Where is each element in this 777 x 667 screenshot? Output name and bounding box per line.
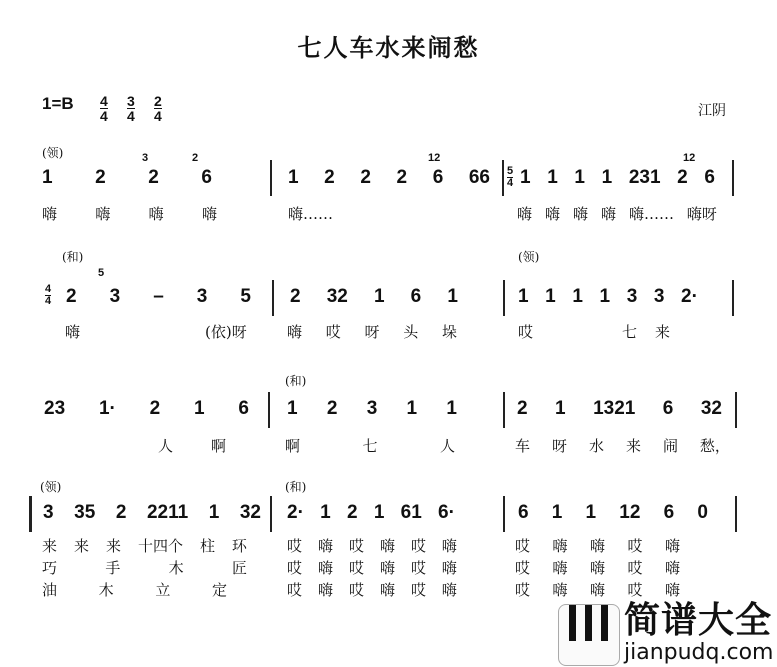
note: 1321 [593, 398, 636, 419]
time-signature [100, 94, 108, 123]
note: 1 [520, 167, 531, 188]
note: 2 [115, 502, 127, 523]
note: 1 [572, 286, 583, 307]
lyric-syllable: 匠 [231, 559, 247, 577]
lyrics: (依)呀 [205, 323, 247, 341]
note: 1 [555, 398, 566, 419]
ts-den: 4 [45, 295, 52, 307]
ts-den: 4 [154, 108, 162, 124]
barline [272, 280, 274, 316]
note: 5 [240, 286, 251, 307]
lyric-syllable: 嗨 [201, 205, 217, 223]
note: 2 [66, 286, 77, 307]
grace-note: 3 [142, 152, 149, 164]
lyric-syllable: 人 [158, 437, 174, 455]
note: 0 [697, 502, 708, 523]
lyric-syllable: 哎 [515, 581, 531, 599]
part-label: (领) [40, 480, 62, 494]
grace-note: 12 [428, 152, 441, 164]
lyric-syllable: 嗨 [589, 581, 605, 599]
lyric-syllable: 嗨…… [288, 205, 334, 223]
note: 2· [287, 502, 304, 523]
lyric-syllable: 哎 [325, 323, 341, 341]
barline [732, 280, 734, 316]
note: 1 [373, 502, 385, 523]
lyric-syllable: 呀 [364, 323, 380, 341]
lyric-syllable: 车 [515, 437, 531, 455]
note: 2 [346, 502, 358, 523]
note: 6 [518, 502, 529, 523]
lyrics [287, 536, 457, 556]
note: 2 [326, 398, 338, 419]
ts-num: 2 [154, 93, 162, 109]
barline [270, 160, 272, 196]
lyric-syllable: 哎 [410, 537, 426, 555]
lyric-syllable: 哎 [627, 559, 643, 577]
lyric-syllable: 手 [105, 559, 121, 577]
lyric-syllable: 哎 [515, 537, 531, 555]
note: 1 [287, 398, 298, 419]
lyric-syllable: 呀 [551, 437, 567, 455]
grace-note: 2 [192, 152, 199, 164]
lyric-syllable: 哎 [348, 537, 364, 555]
lyrics [42, 536, 247, 556]
lyrics [42, 580, 227, 600]
lyric-syllable: 七 [362, 437, 378, 455]
time-signature [127, 94, 135, 123]
lyric-syllable: 嗨呀 [686, 205, 717, 223]
lyrics [517, 204, 717, 224]
note: 6 [704, 167, 715, 188]
note: – [153, 286, 164, 307]
note: 3 [109, 286, 121, 307]
note: 1 [208, 502, 220, 523]
note: 3 [196, 286, 208, 307]
lyric-syllable: 来 [105, 537, 121, 555]
measure [518, 501, 708, 525]
ts-num: 3 [127, 93, 135, 109]
lyrics: 哎 [518, 323, 534, 341]
lyric-syllable: 嗨 [317, 559, 333, 577]
note: 12 [619, 502, 641, 523]
ts-num: 4 [100, 93, 108, 109]
note: 1 [551, 502, 563, 523]
lyric-syllable: 哎 [348, 581, 364, 599]
lyric-syllable: 来 [625, 437, 641, 455]
barline [732, 160, 734, 196]
note: 1· [98, 398, 116, 419]
note: 1 [373, 286, 385, 307]
lyric-syllable: 人 [439, 437, 455, 455]
note: 2· [681, 286, 698, 307]
lyric-syllable: 嗨 [441, 581, 457, 599]
lyric-syllable: 嗨 [572, 205, 588, 223]
note: 2211 [146, 502, 189, 523]
lyric-syllable: 柱 [199, 537, 215, 555]
lyric-syllable: 哎 [287, 537, 303, 555]
lyric-syllable: 立 [155, 581, 171, 599]
piano-keys-icon [558, 604, 620, 666]
note: 1 [518, 286, 529, 307]
lyric-syllable: 哎 [627, 537, 643, 555]
note: 35 [74, 502, 96, 523]
note: 2 [396, 167, 408, 188]
repeat-sign [29, 496, 32, 532]
lyric-syllable: 嗨 [379, 581, 395, 599]
part-label: (和) [285, 374, 307, 388]
lyrics [515, 436, 730, 456]
lyric-syllable: 嗨 [441, 537, 457, 555]
lyric-syllable: 嗨 [552, 581, 568, 599]
note: 3 [43, 502, 54, 523]
note: 6 [238, 398, 249, 419]
note: 6· [438, 502, 455, 523]
grace-note: 5 [98, 267, 105, 279]
lyrics [42, 558, 247, 578]
note: 1 [320, 502, 331, 523]
lyrics [287, 322, 457, 342]
note: 32 [700, 398, 722, 419]
note: 231 [628, 167, 661, 188]
ts-num: 5 [507, 165, 514, 177]
ts-den: 4 [507, 177, 514, 189]
lyric-syllable: 嗨 [148, 205, 164, 223]
barline [503, 392, 505, 428]
lyric-syllable: 嗨 [544, 205, 560, 223]
part-label: (和) [62, 250, 84, 264]
note: 1 [288, 167, 299, 188]
lyric-syllable: 嗨…… [628, 205, 674, 223]
lyric-syllable: 哎 [410, 559, 426, 577]
note: 2 [360, 167, 371, 188]
ts-den: 4 [100, 108, 108, 124]
lyrics [287, 580, 457, 600]
note: 1 [446, 398, 457, 419]
note: 23 [44, 398, 66, 419]
note: 1 [406, 398, 418, 419]
part-label: (领) [518, 250, 540, 264]
lyric-syllable: 哎 [348, 559, 364, 577]
lyric-syllable: 啊 [285, 437, 301, 455]
note: 61 [400, 502, 422, 523]
measure [518, 285, 698, 309]
lyric-syllable: 嗨 [379, 559, 395, 577]
lyric-syllable: 木 [98, 581, 114, 599]
measure [520, 166, 715, 190]
lyrics [285, 436, 455, 456]
lyrics [158, 436, 226, 456]
lyric-syllable: 巧 [42, 559, 58, 577]
key-signature: 1=B [42, 94, 74, 113]
note: 6 [662, 398, 674, 419]
measure [288, 166, 490, 190]
ts-num: 4 [45, 283, 52, 295]
note: 2 [148, 167, 159, 188]
lyric-syllable: 哎 [287, 581, 303, 599]
lyric-syllable: 定 [211, 581, 227, 599]
note: 1 [545, 286, 556, 307]
lyric-syllable: 水 [588, 437, 604, 455]
watermark-url: jianpudq.com [624, 640, 774, 665]
lyric-syllable: 头 [403, 323, 419, 341]
note: 1 [42, 167, 53, 188]
note: 3 [626, 286, 638, 307]
barline [268, 392, 270, 428]
lyric-syllable: 嗨 [317, 581, 333, 599]
region-label: 江阴 [698, 103, 726, 119]
barline [503, 496, 505, 532]
lyric-syllable: 愁， [699, 437, 730, 455]
lyric-syllable: 嗨 [317, 537, 333, 555]
song-title: 七人车水来闹愁 [297, 33, 480, 62]
lyric-syllable: 嗨 [589, 559, 605, 577]
time-signature [154, 94, 162, 123]
note: 1 [601, 167, 613, 188]
lyric-syllable: 垛 [441, 323, 457, 341]
lyric-syllable: 闹 [662, 437, 678, 455]
measure [287, 397, 457, 421]
lyrics [287, 558, 457, 578]
note: 2 [324, 167, 335, 188]
note: 66 [468, 167, 490, 188]
lyric-syllable: 来 [654, 323, 670, 341]
lyric-syllable: 油 [42, 581, 58, 599]
grace-note: 12 [683, 152, 696, 164]
measure [517, 397, 722, 421]
note: 6 [663, 502, 675, 523]
note: 2 [517, 398, 528, 419]
barline [735, 496, 737, 532]
lyric-syllable: 嗨 [552, 537, 568, 555]
note: 2 [95, 167, 106, 188]
note: 3 [653, 286, 665, 307]
measure [44, 397, 249, 421]
lyric-syllable: 啊 [210, 437, 226, 455]
part-label: (和) [285, 480, 307, 494]
lyrics [42, 204, 217, 224]
time-signature [507, 166, 513, 189]
lyric-syllable: 环 [231, 537, 247, 555]
barline [735, 392, 737, 428]
watermark-logo [556, 600, 777, 667]
note: 32 [239, 502, 261, 523]
lyric-syllable: 哎 [515, 559, 531, 577]
lyrics [288, 204, 333, 224]
note: 1 [194, 398, 205, 419]
lyric-syllable: 木 [168, 559, 184, 577]
lyric-syllable: 嗨 [287, 323, 303, 341]
lyric-syllable: 嗨 [517, 205, 533, 223]
lyric-syllable: 嗨 [589, 537, 605, 555]
lyric-syllable: 嗨 [552, 559, 568, 577]
note: 1 [585, 502, 597, 523]
note: 1 [447, 286, 458, 307]
measure [290, 285, 458, 309]
lyric-syllable: 来 [73, 537, 89, 555]
lyrics [622, 322, 670, 342]
time-signature [45, 284, 51, 307]
lyrics [515, 558, 680, 578]
lyric-syllable: 嗨 [441, 559, 457, 577]
note: 6 [201, 167, 212, 188]
barline [502, 160, 504, 196]
ts-den: 4 [127, 108, 135, 124]
note: 2 [677, 167, 688, 188]
note: 3 [366, 398, 378, 419]
lyric-syllable: 十四个 [137, 537, 183, 555]
note: 32 [326, 286, 348, 307]
measure [42, 166, 212, 190]
note: 1 [574, 167, 585, 188]
note: 6 [432, 167, 444, 188]
lyric-syllable: 七 [622, 323, 638, 341]
lyric-syllable: 嗨 [600, 205, 616, 223]
barline [503, 280, 505, 316]
note: 1 [547, 167, 558, 188]
lyric-syllable: 哎 [410, 581, 426, 599]
watermark-name: 简谱大全 [624, 600, 773, 641]
lyric-syllable: 嗨 [664, 559, 680, 577]
part-label: (领) [42, 146, 64, 160]
lyric-syllable: 嗨 [95, 205, 111, 223]
lyrics [515, 580, 680, 600]
measure [43, 501, 261, 525]
note: 1 [599, 286, 611, 307]
measure [66, 285, 251, 309]
lyric-syllable: 哎 [287, 559, 303, 577]
lyric-syllable: 嗨 [664, 581, 680, 599]
lyrics [515, 536, 680, 556]
lyrics: 嗨 [65, 323, 81, 341]
note: 2 [149, 398, 161, 419]
note: 6 [410, 286, 422, 307]
lyric-syllable: 嗨 [664, 537, 680, 555]
lyric-syllable: 嗨 [42, 205, 58, 223]
barline [270, 496, 272, 532]
lyric-syllable: 哎 [627, 581, 643, 599]
measure [287, 501, 455, 525]
lyric-syllable: 嗨 [379, 537, 395, 555]
note: 2 [290, 286, 301, 307]
lyric-syllable: 来 [42, 537, 58, 555]
